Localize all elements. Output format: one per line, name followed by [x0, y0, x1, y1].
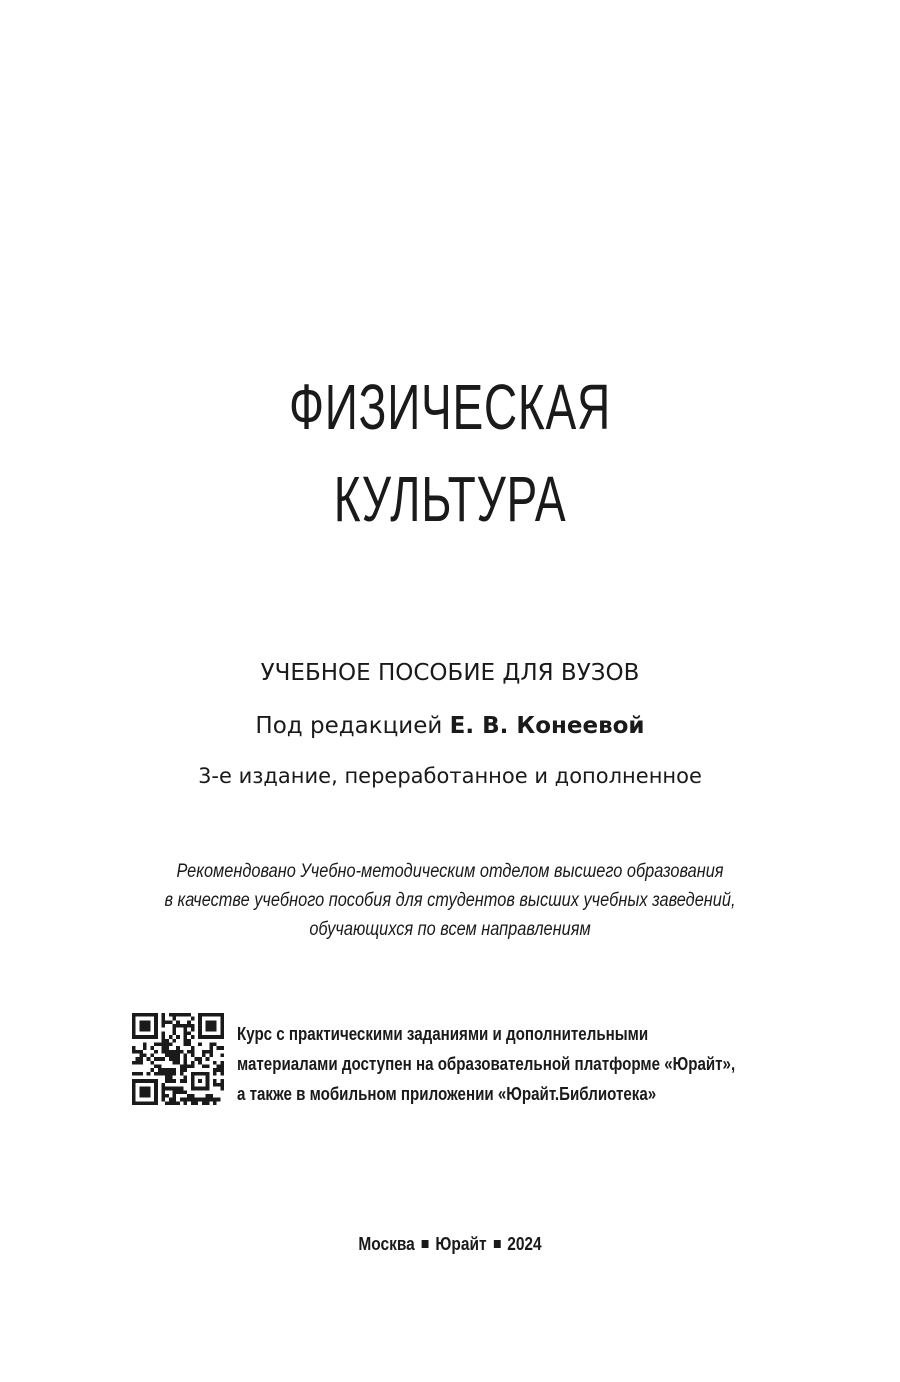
recommendation-line-3: обучающихся по всем направлениям: [309, 919, 591, 940]
edition-note: 3-е издание, переработанное и дополненное: [198, 764, 702, 788]
imprint-year: 2024: [507, 1234, 542, 1254]
qr-code-icon: [132, 1013, 224, 1105]
editor-name: Е. В. Конеевой: [449, 713, 645, 739]
imprint-city: Москва: [358, 1234, 415, 1254]
title-line-1: ФИЗИЧЕСКАЯ: [289, 371, 611, 443]
course-info: [237, 1019, 775, 1109]
recommendation-line-2: в качестве учебного пособия для студентов высших учебных заведений,: [164, 890, 736, 911]
course-line-1: Курс с практическими заданиями и дополнительными: [237, 1024, 649, 1044]
recommendation-line-1: Рекомендовано Учебно-методическим отделом высшего образования: [176, 861, 724, 882]
editor-prefix: Под редакцией: [255, 713, 450, 739]
recommendation-text: [63, 857, 837, 944]
title-line-2: КУЛЬТУРА: [333, 463, 567, 535]
imprint: [63, 1234, 837, 1255]
separator-square-icon: [493, 1240, 500, 1248]
separator-square-icon: [422, 1240, 429, 1248]
course-line-3: а также в мобильном приложении «Юрайт.Библиотека»: [237, 1084, 657, 1104]
course-line-2: материалами доступен на образовательной платформе «Юрайт»,: [237, 1054, 736, 1074]
editor-line: [0, 713, 900, 739]
book-type: УЧЕБНОЕ ПОСОБИЕ ДЛЯ ВУЗОВ: [260, 660, 640, 686]
imprint-publisher: Юрайт: [435, 1234, 487, 1254]
